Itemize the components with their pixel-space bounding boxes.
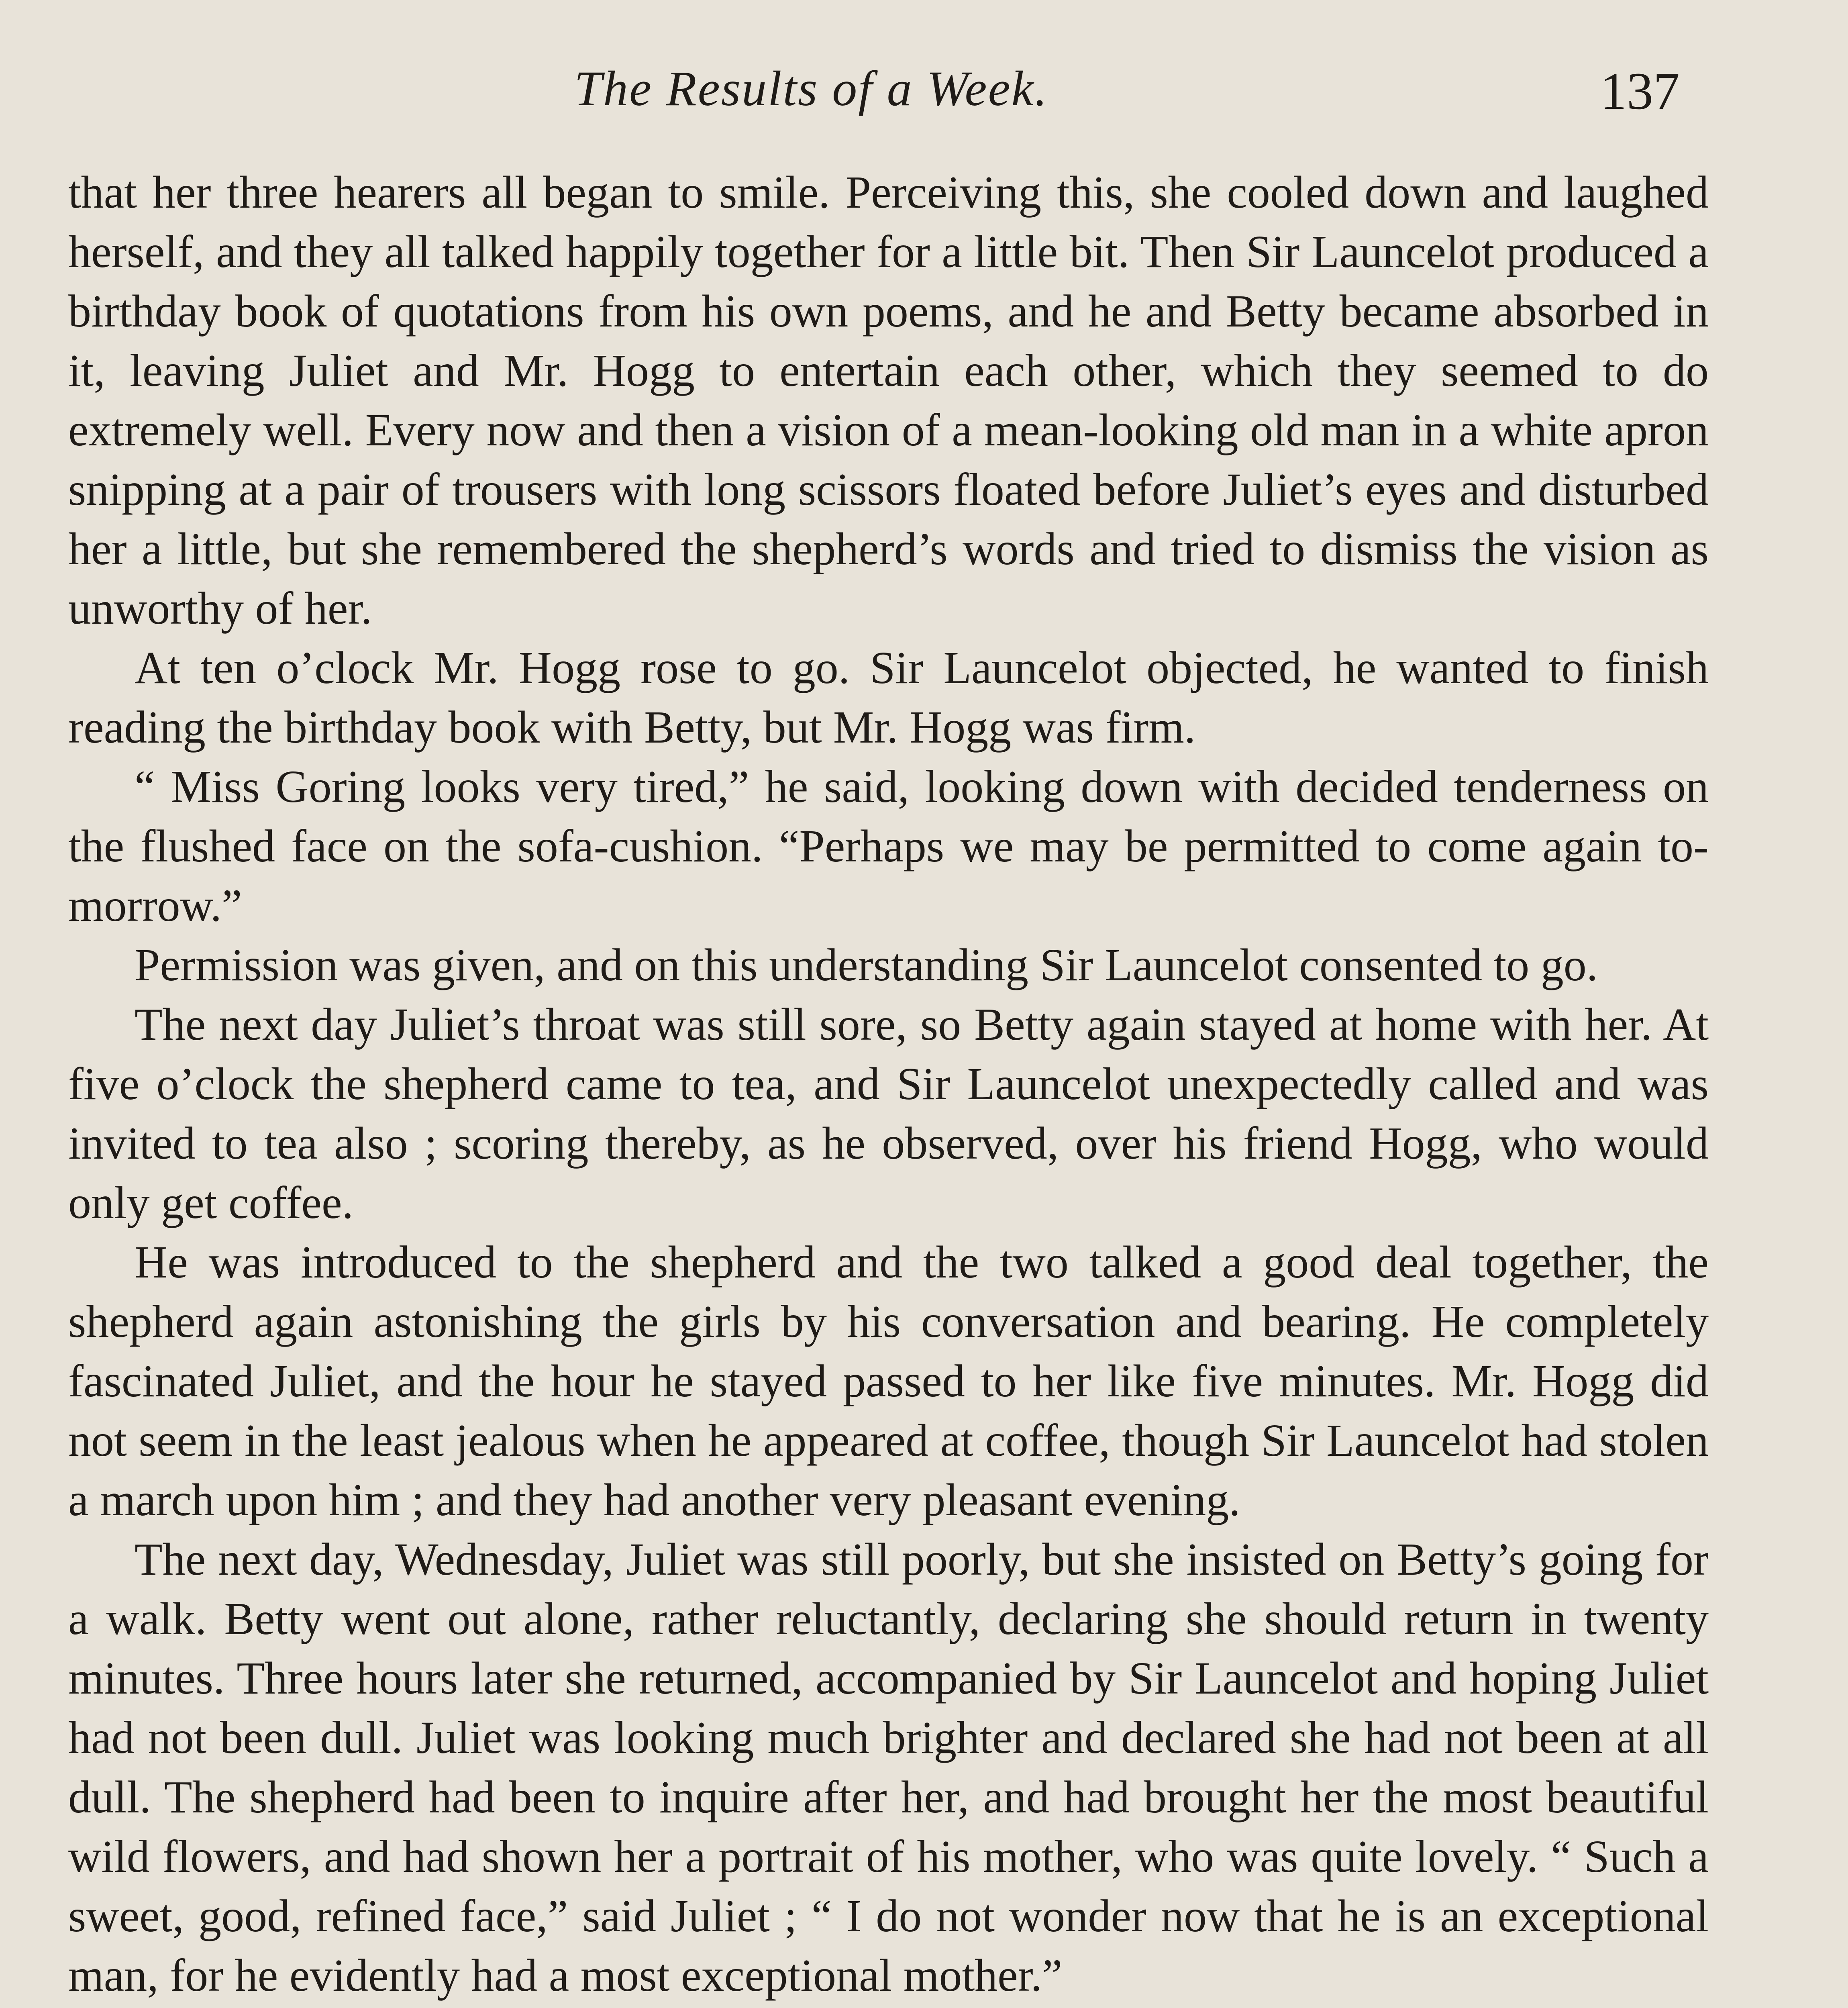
- paragraph-2: At ten o’clock Mr. Hogg rose to go. Sir Launcelot objected, he wanted to finish reading the birthday book with Betty, but Mr. Hogg was firm.: [68, 642, 1709, 753]
- paragraph-8: [68, 2005, 1709, 2008]
- paragraph-3: “ Miss Goring looks very tired,” he said, looking down with decided tenderness on the flushed face on the sofa-cushion. “Perhaps we may be permitted to come again to-morrow.”: [68, 761, 1709, 931]
- paragraph-1: that her three hearers all began to smile. Perceiving this, she cooled down and laughed herself, and they all talked happily together for a little bit. Then Sir Launcelot produced a birthday book of quotations from his own poems, and he and Betty became absorbed in it, leaving Juliet and Mr. Hogg to entertain each other, which they seemed to do extremely well. Every now and then a vision of a mean-looking old man in a white apron snipping at a pair of trousers with long scissors floated before Juliet’s eyes and disturbed her a little, but she remembered the shepherd’s words and tried to dismiss the vision as unworthy of her.: [68, 167, 1709, 634]
- paragraph-7: The next day, Wednesday, Juliet was still poorly, but she insisted on Betty’s going for a walk. Betty went out alone, rather reluctantly, declaring she should return in twenty minutes. Three hours later she returned, accompanied by Sir Launcelot and hoping Juliet had not been dull. Juliet was looking much brighter and declared she had not been at all dull. The shepherd had been to inquire after her, and had brought her the most beautiful wild flowers, and had shown her a portrait of his mother, who was quite lovely. “ Such a sweet, good, refined face,” said Juliet ; “ I do not wonder now that he is an exceptional man, for he evidently had a most exceptional mother.”: [68, 1534, 1709, 2001]
- running-head: [0, 60, 1848, 120]
- running-title: The Results of a Week.: [574, 61, 1048, 116]
- text-block: [68, 163, 1709, 2008]
- paragraph-4: Permission was given, and on this understanding Sir Launcelot consented to go.: [135, 939, 1598, 990]
- paragraph-6: He was introduced to the shepherd and the two talked a good deal together, the shepherd again astonishing the girls by his conversation and bearing. He completely fascinated Juliet, and the hour he stayed passed to her like five minutes. Mr. Hogg did not seem in the least jealous when he appeared at coffee, though Sir Launcelot had stolen a march upon him ; and they had another very pleasant evening.: [68, 1237, 1709, 1525]
- paragraph-5: The next day Juliet’s throat was still sore, so Betty again stayed at home with her. At five o’clock the shepherd came to tea, and Sir Launcelot unexpectedly called and was invited to tea also ; scoring thereby, as he observed, over his friend Hogg, who would only get coffee.: [68, 999, 1709, 1228]
- page-number: 137: [1600, 61, 1680, 120]
